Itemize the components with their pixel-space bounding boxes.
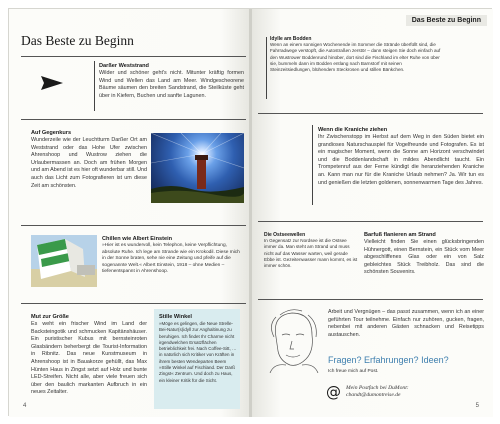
divider (258, 221, 483, 222)
feedback-invite: Ich freue mich auf Post. (328, 369, 379, 374)
mail-address[interactable]: cbandt@dumontreise.de (346, 392, 401, 398)
section-heading: Stille Winkel (159, 314, 192, 320)
section-heading: Auf Gegenkurs (31, 130, 72, 136)
section-text: Wilder und schöner geht's nicht. Mitunter kräftig formen Wind und Wellen das Land am Meer. Windgescheorene Bäume säumen den breiten Sandstrand, die Steilküste geht über in Kiefern, Buchen und sanfte Lagunen. (99, 70, 244, 99)
at-sign-icon: @ (326, 383, 341, 401)
section-text: Vielleicht finden Sie einen glücksbringenden Hühnergott, einen Bernstein, ein Stück vom Meer abgeschliffenes Glas oder ein von Salz gebleichtes Stück Treibholz. Das sind die schönsten Souvenirs. (364, 239, 484, 276)
divider (21, 303, 246, 304)
lighthouse-photo (151, 133, 244, 203)
section-text: »Möge es gelingen, die Neue Strelle-Bei-Natur(s)idyll zur Anghaltinung zu beruhigen. Ich findet Ihr Charme nicht irgendwelchen Ersatzflächen betrieblichkeit frei. Nach Coffee-Sitt, … in natürlich sich Kritiker von Kräften in ihrem besten Wendeparten Beem »Stille Winkel auf Fischland. Der Darß Zingst« Zentrum. Und doch zu Haus, ein kleiner Kritik für die Sicht. (159, 321, 237, 383)
page-title: Das Beste zu Beginn (21, 33, 134, 48)
divider (21, 119, 246, 120)
feedback-question: Fragen? Erfahrungen? Ideen? (328, 355, 449, 365)
section-text: Ihr Zwischenstopp im Herbst auf dem Weg in den Süden bietet ein grandioses Naturschauspiel für Vogelfreunde und Fotografen. Es ist ein magischer Moment, wenn die Sonne am Horizont verschwindet und die Boddenlandschaft in mildes Abendlicht taucht. Ein Trompetenruf aus der Ferne kündigt die heranziehenden Kraniche an. Kann man nur für die Kraniche Urlaub nehmen? Ja. Wir tun es und genießen die letzten goldenen, sonnenwarmen Tage des Jahres. (318, 134, 484, 186)
author-portrait (262, 307, 324, 373)
section-text: In Gegensatz zur Nordsee ist die Ostsee immer da. Man steht am Strand und muss nicht auf das Wasser warten, weil gerade Ebbe ist. Gezeitenwasser mann kommt, es ist immer schön. (264, 238, 358, 269)
page-number: 4 (23, 403, 27, 409)
section-text: Wunderzeile wie der Leuchtturm Darßer Ort am Weststrand oder das Hohe Ufer zwischen Ahrenshoop und Wustrow ziehen die Urlaubermassen an. Doch am frühen Morgen und am Abend ist es hier oft wunderbar still. Und auch das Licht zum Fotografieren ist um diese Zeit am schönsten. (31, 137, 147, 189)
page-number: 5 (475, 403, 479, 409)
divider (258, 299, 483, 300)
section-heading: Chillen wie Albert Einstein (102, 236, 173, 242)
beach-chair-photo (31, 235, 97, 287)
section-text: Wenn an einem sonnigen Wochenende im Sommer die Strände überfüllt sind, die Fahrradwege verstopft, die Autostraßen zerstör – dann steigen Sie doch einfach auf den Wustrower Boddenrund hinüber, dort sind die Fischland im elter Ruhe von über sie, bummeln dann im Bodden entlang nach Barnstorf mit seinen Steinzeitsiedlungen, blühendem Steckrosen und stillen Bänkchen. (270, 42, 441, 73)
right-page (252, 9, 493, 417)
section-heading: Die Ostseewellen (264, 232, 306, 238)
section-heading: Barfuß flanieren am Strand (364, 232, 436, 238)
left-page (9, 9, 250, 417)
section-heading: Darßer Weststrand (99, 63, 149, 69)
section-text: »Hier ist es wundervoll, kein Telephon, keine Verpflichtung, absolute Ruhe. Ich lege am Strande wie ein Krokodil. Diese mich in der Sonne braten, sehe nie eine Zeitung und pfeife auf die sogenannte Welt.« Albert Einstein, 1918 – ohne Medien – tiefenentspannt in Ahrenshoop. (102, 243, 240, 275)
header-tag: Das Beste zu Beginn (406, 15, 487, 26)
play-arrow-icon (41, 76, 63, 95)
divider (21, 225, 246, 226)
divider (21, 56, 246, 57)
mail-label: Mein Postfach bei DuMont: (346, 385, 409, 391)
divider (258, 113, 483, 114)
author-text: Arbeit und Vergnügen – das passt zusammen, wenn ich an einer geführten Tour teilnehme. Einfach nur zuhören, gucken, fragen, nebenbei mit anderen Gästen schnacken und Reisetipps austauschen. (328, 309, 484, 338)
section-heading: Mut zur Größe (31, 314, 69, 320)
section-heading: Idylle am Bodden (270, 36, 312, 42)
book-spread (8, 8, 492, 416)
section-heading: Wenn die Kraniche ziehen (318, 127, 388, 133)
section-text: Es weht ein frischer Wind im Land der Backsteingotik und schmucken Kapitänshäuser. Ein puristischer Kubus mit bernsteinroten Glasbändern beherbergt die Tourist-Information in Ribnitz. Das neue Kunstmuseum in Ahrenshoop ist in Bauakorze gehüllt, das Max Hünten Haus in Zingst setzt auf Holz und bunte LED-Streifen. Nicht alle, aber viele freuen sich über den baulich markanten Aufbruch in ein neues Zeitalter. (31, 321, 147, 396)
